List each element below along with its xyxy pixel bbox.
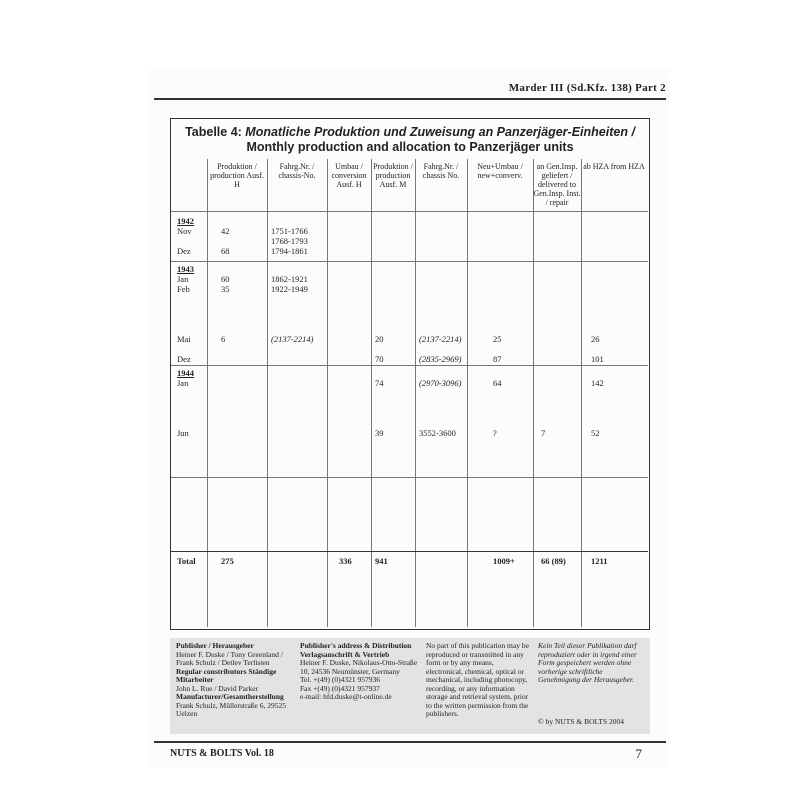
col-header: Fahrg.Nr. / chassis No. bbox=[422, 162, 460, 180]
table-row: 1768-1793 bbox=[271, 236, 308, 246]
table-row: Jan 60 1862-1921 bbox=[177, 274, 308, 284]
table-title: Tabelle 4: Monatliche Produktion und Zuweisung an Panzerjäger-Einheiten / Monthly production and allocation to Panzerjäger units bbox=[185, 125, 635, 154]
copyright-notice-de: Kein Teil dieser Publikation darf reproduziert oder in irgend einer Form gespeichert werden ohne vorherige schriftliche Genehmigung der Herausgeber. bbox=[538, 641, 637, 684]
col-header: Produktion / production Ausf. H bbox=[210, 162, 264, 189]
table-row: Dez 70 (2835-2969) 87 101 bbox=[177, 354, 604, 364]
table-row: Dez 68 1794-1861 bbox=[177, 246, 308, 256]
imprint-box bbox=[170, 638, 650, 734]
table-grid bbox=[171, 159, 648, 627]
table-row: Jun 39 3552-3600 ? 7 52 bbox=[177, 428, 600, 438]
volume-label: NUTS & BOLTS Vol. 18 bbox=[170, 748, 274, 759]
col-header: Produktion / production Ausf. M bbox=[373, 162, 413, 189]
total-row: Total 275 336 941 1009+ 66 (89) 1211 bbox=[177, 556, 608, 566]
copyright-notice-en: No part of this publication may be reproduced or transmitted in any form or by any means, electronical, chemical, optical or mechanical, including photocopy, recording, or any information storage and retrieval system, prior to the written permission from the publishers. bbox=[426, 641, 529, 718]
production-table bbox=[170, 118, 650, 630]
year-label: 1944 bbox=[177, 368, 194, 378]
year-label: 1943 bbox=[177, 264, 194, 274]
publisher-column: Publisher / Herausgeber Heiner F. Duske / Tony Greenland / Frank Schulz / Detlev Terlisten Regular constributors Ständige Mitarbeiter John L. Rue / David Parker Manufacturer/Gesamtherstellung Frank Schulz, Müllerstraße 6, 29525 Uelzen bbox=[176, 641, 286, 718]
page-header-title: Marder III (Sd.Kfz. 138) Part 2 bbox=[508, 82, 666, 94]
table-row: Nov 42 1751-1766 bbox=[177, 226, 308, 236]
year-label: 1942 bbox=[177, 216, 194, 226]
copyright: © by NUTS & BOLTS 2004 bbox=[538, 717, 625, 726]
col-header: an Gen.Insp. geliefert / delivered to Gen.Insp. Inst. / repair bbox=[533, 162, 581, 207]
col-header: Neu+Umbau / new+converv. bbox=[477, 162, 523, 180]
table-row: Jan 74 (2970-3096) 64 142 bbox=[177, 378, 604, 388]
address-column: Publisher's address & Distribution Verlagsanschrift & Vertrieb Heiner F. Duske, Nikolaus-Otto-Straße 10, 24536 Neumünster, Germany Tel. +(49) (0)4321 957936 Fax +(49) (0)4321 957937 e-mail: hfd.duske@t-online.de bbox=[300, 641, 418, 701]
col-header: Fahrg.Nr. / chassis-No. bbox=[278, 162, 316, 180]
col-header: ab HZA from HZA bbox=[583, 162, 645, 171]
magazine-page bbox=[150, 68, 670, 768]
page-number: 7 bbox=[635, 746, 642, 761]
table-row: Mai 6 (2137-2214) 20 (2137-2214) 25 26 bbox=[177, 334, 600, 344]
footer-rule bbox=[154, 741, 666, 743]
header-rule bbox=[154, 98, 666, 100]
table-row: Feb 35 1922-1949 bbox=[177, 284, 308, 294]
col-header: Umbau / conversion Ausf. H bbox=[331, 162, 367, 189]
